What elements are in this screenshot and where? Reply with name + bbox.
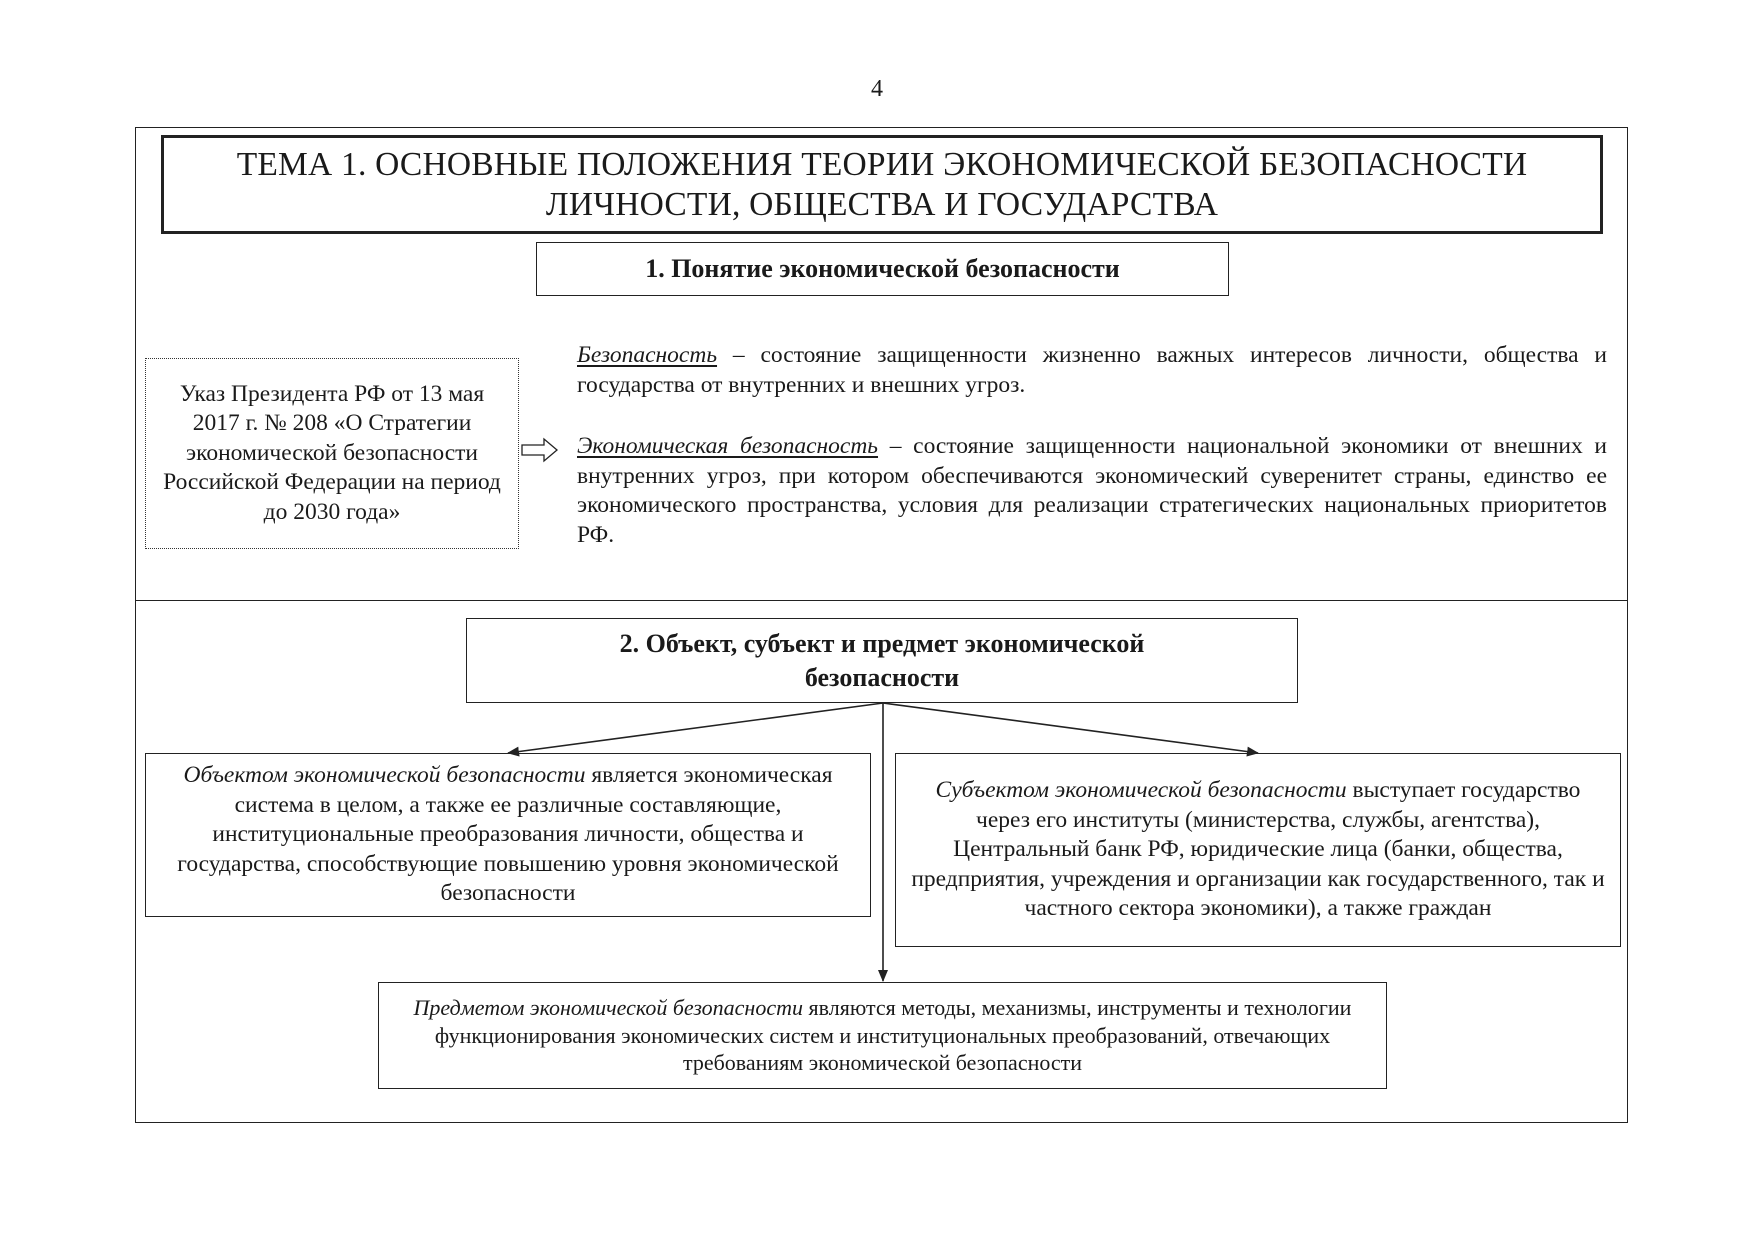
section-2-title-line-2: безопасности	[804, 662, 960, 692]
subject-matter-lead: Предметом экономической безопасности	[413, 995, 803, 1021]
definition-term: Безопасность	[577, 342, 718, 368]
section-2-title	[466, 618, 1298, 703]
page-number: 4	[871, 76, 883, 102]
section-1-title: 1. Понятие экономической безопасности	[536, 242, 1229, 296]
definition-text: – состояние защищенности жизненно важных интересов личности, общества и государства от внутренних и внешних угроз.	[577, 342, 1607, 398]
topic-title-line-2: ЛИЧНОСТИ, ОБЩЕСТВА И ГОСУДАРСТВА	[545, 185, 1219, 223]
subject-lead: Субъектом экономической безопасности	[935, 777, 1347, 804]
topic-title	[161, 135, 1603, 234]
object-lead: Объектом экономической безопасности	[183, 762, 586, 789]
definition-term: Экономическая безопасность	[577, 433, 879, 459]
object-box	[145, 753, 871, 917]
subject-matter-box	[378, 982, 1387, 1089]
subject-matter-text: являются методы, механизмы, инструменты и технологии функционирования экономических систем и институциональных преобразований, отвечающих требованиям экономической безопасности	[434, 995, 1352, 1076]
subject-text: выступает государство через его институты (министерства, службы, агентства), Центральный банк РФ, юридические лица (банки, общества, предприятия, учреждения и организации как государственного, так и частного сектора экономики), а также граждан	[911, 777, 1605, 922]
decree-reference-text: Указ Президента РФ от 13 мая 2017 г. № 208 «О Стратегии экономической безопасности Российской Федерации на период до 2030 года»	[163, 380, 501, 525]
subject-box	[895, 753, 1621, 947]
definition-economic-security	[577, 432, 1607, 550]
decree-reference-box	[145, 358, 519, 549]
section-divider	[135, 600, 1628, 601]
definition-security	[577, 341, 1607, 400]
object-text: является экономическая система в целом, а также ее различные составляющие, институциональные преобразования личности, общества и государства, способствующие повышению уровня экономической безопасности	[177, 762, 839, 907]
section-2-title-line-1: 2. Объект, субъект и предмет экономической	[619, 628, 1145, 658]
definition-text: – состояние защищенности национальной экономики от внешних и внутренних угроз, при котором обеспечиваются экономический суверенитет страны, единство ее экономического пространства, условия для реализации стратегических национальных приоритетов РФ.	[577, 433, 1607, 548]
topic-title-line-1: ТЕМА 1. ОСНОВНЫЕ ПОЛОЖЕНИЯ ТЕОРИИ ЭКОНОМИЧЕСКОЙ БЕЗОПАСНОСТИ	[236, 145, 1528, 183]
